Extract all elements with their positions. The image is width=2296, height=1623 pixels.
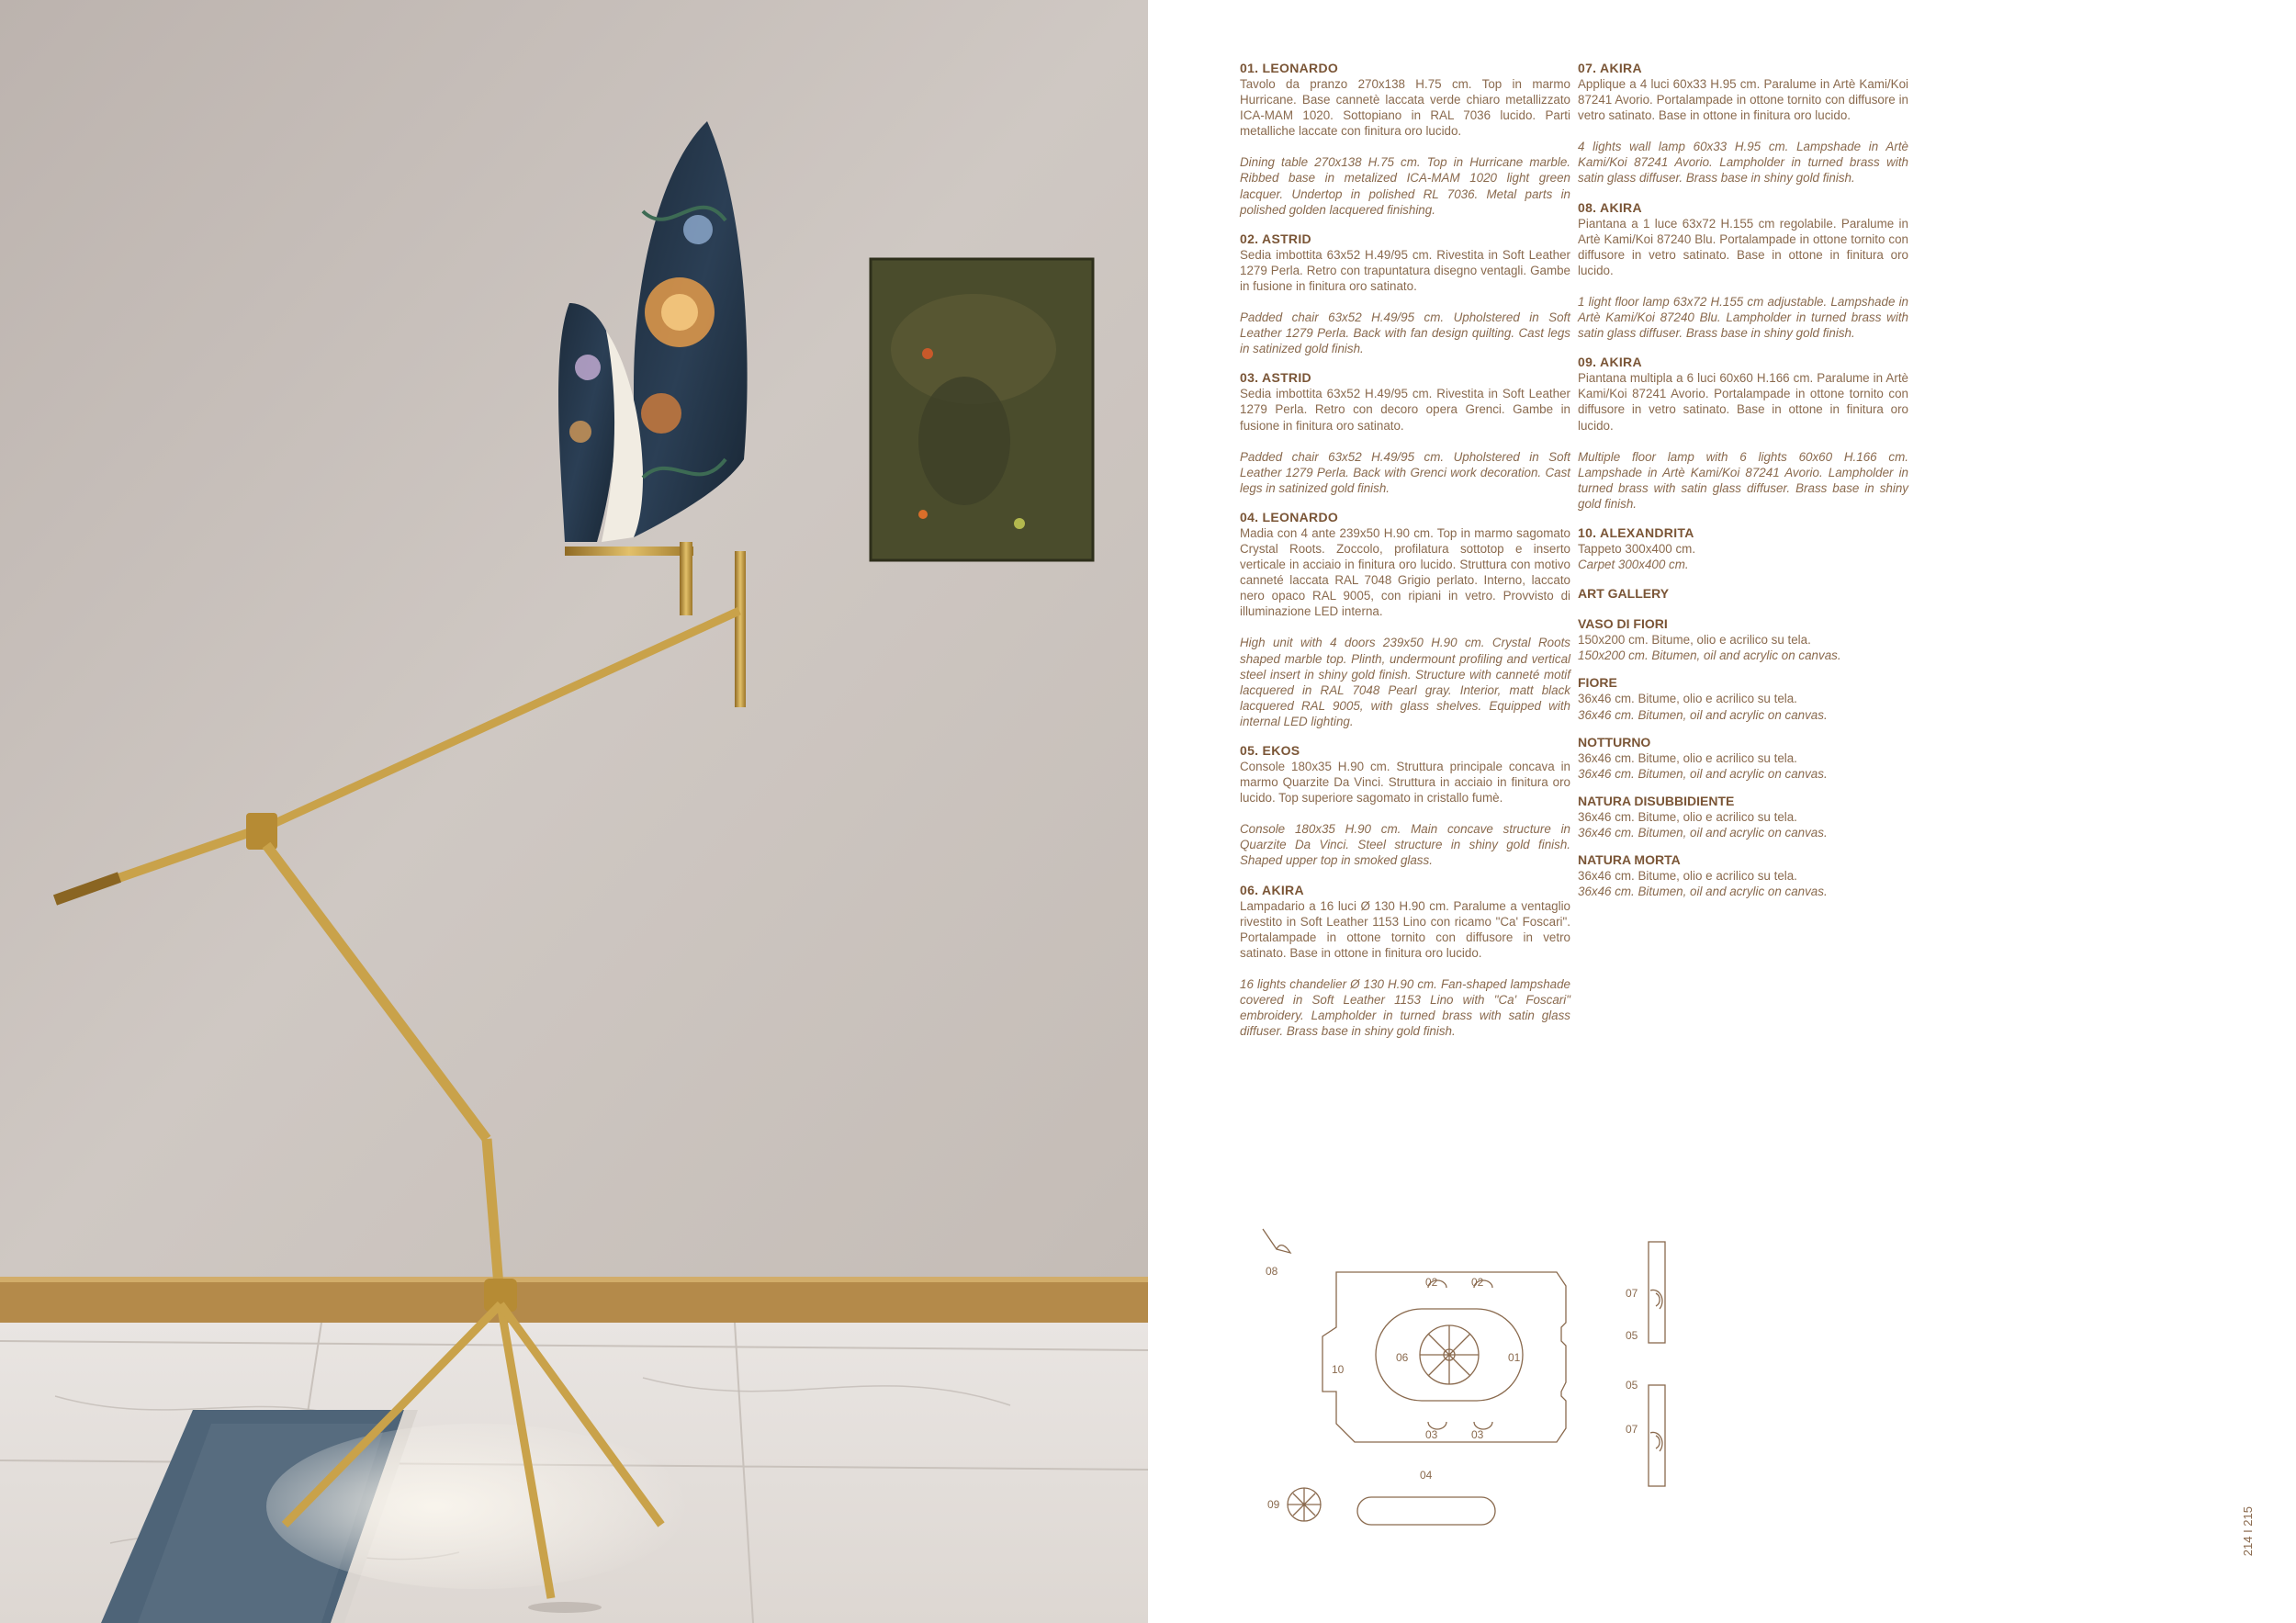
wall-lamp-07-top — [1650, 1290, 1662, 1309]
entry-text-italian: Applique a 4 luci 60x33 H.95 cm. Paralume in Artè Kami/Koi 87241 Avorio. Portalampade in ottone tornito con diffusore in vetro satinato. Base in ottone in finitura oro lucido. — [1578, 77, 1908, 123]
lamp-08-symbol — [1263, 1229, 1290, 1253]
artwork-list — [1578, 616, 1908, 899]
product-list-left — [1240, 61, 1570, 1039]
plan-label-08: 08 — [1266, 1265, 1278, 1278]
plan-label-07: 07 — [1626, 1423, 1638, 1436]
entry-title: 07. AKIRA — [1578, 61, 1642, 75]
artwork-text-italian: 36x46 cm. Bitume, olio e acrilico su tela. — [1578, 809, 1797, 824]
entry-text-english: Dining table 270x138 H.75 cm. Top in Hurricane marble. Ribbed base in metalized ICA-MAM 1020 light green lacquer. Undertop in polished RL 7036. Metal parts in polished golden lacquered finishing. — [1240, 155, 1570, 217]
console-05-top — [1649, 1242, 1665, 1343]
product-entry — [1240, 370, 1570, 496]
entry-text-english: Padded chair 63x52 H.49/95 cm. Upholstered in Soft Leather 1279 Perla. Back with fan design quilting. Cast legs in satinized gold finish. — [1240, 310, 1570, 356]
artwork-entry — [1578, 794, 1908, 840]
artwork-text-english: 36x46 cm. Bitumen, oil and acrylic on canvas. — [1578, 885, 1828, 899]
plan-label-02: 02 — [1471, 1276, 1484, 1289]
plan-label-04: 04 — [1420, 1469, 1433, 1482]
entry-text-english: Carpet 300x400 cm. — [1578, 558, 1689, 572]
left-text-column — [1240, 61, 1570, 1053]
floor-plan — [1249, 1212, 1708, 1543]
artwork-text-italian: 36x46 cm. Bitume, olio e acrilico su tela. — [1578, 869, 1797, 883]
entry-text-italian: Tavolo da pranzo 270x138 H.75 cm. Top in marmo Hurricane. Base cannetè laccata verde chiaro metallizzato ICA-MAM 1020. Sottopiano in RAL 7036 lucido. Parti metalliche laccate con finitura oro lucido. — [1240, 77, 1570, 139]
plan-label-10: 10 — [1332, 1363, 1345, 1376]
entry-title: 08. AKIRA — [1578, 199, 1642, 215]
page-numbers — [2241, 1506, 2268, 1617]
entry-title: 04. LEONARDO — [1240, 509, 1339, 524]
entry-text-english: 1 light floor lamp 63x72 H.155 cm adjustable. Lampshade in Artè Kami/Koi 87240 Blu. Lampholder in turned brass with satin glass diffuser. Brass base in shiny gold finish. — [1578, 294, 1908, 341]
artwork-entry — [1578, 852, 1908, 899]
product-entry — [1240, 510, 1570, 729]
artwork-text-italian: 150x200 cm. Bitume, olio e acrilico su tela. — [1578, 633, 1811, 648]
product-entry — [1240, 883, 1570, 1040]
entry-title: 10. ALEXANDRITA — [1578, 524, 1694, 540]
artwork-title: FIORE — [1578, 675, 1617, 691]
page-number-text: 214 I 215 — [2241, 1506, 2255, 1557]
artwork-text-italian: 36x46 cm. Bitume, olio e acrilico su tela. — [1578, 692, 1797, 706]
entry-text-italian: Console 180x35 H.90 cm. Struttura principale concava in marmo Quarzite Da Vinci. Struttura in acciaio in finitura oro lucido. Top superiore sagomato in cristallo fumè. — [1240, 760, 1570, 806]
artwork-text-english: 36x46 cm. Bitumen, oil and acrylic on canvas. — [1578, 707, 1828, 722]
product-entry — [1240, 61, 1570, 218]
entry-text-italian: Piantana a 1 luce 63x72 H.155 cm regolabile. Paralume in Artè Kami/Koi 87240 Blu. Portalampade in ottone tornito con diffusore in vetro satinato. Base in ottone in finitura oro lucido. — [1578, 216, 1908, 277]
product-entry — [1578, 200, 1908, 342]
entry-title: 09. AKIRA — [1578, 355, 1642, 370]
plan-label-09: 09 — [1267, 1498, 1280, 1511]
entry-text-italian: Lampadario a 16 luci Ø 130 H.90 cm. Paralume a ventaglio rivestito in Soft Leather 1153 Lino con ricamo "Ca' Foscari". Portalampade in ottone tornito con diffusore in vetro satinato. Base in ottone in finitura oro lucido. — [1240, 898, 1570, 960]
product-entry — [1578, 61, 1908, 186]
entry-text-english: 16 lights chandelier Ø 130 H.90 cm. Fan-shaped lampshade covered in Soft Leather 1153 Lino with "Ca' Foscari" embroidery. Lampholder in turned brass with satin glass diffuser. Brass base in shiny gold finish. — [1240, 976, 1570, 1039]
product-entry — [1578, 355, 1908, 512]
entry-text-english: Console 180x35 H.90 cm. Main concave structure in Quarzite Da Vinci. Steel structure in shiny gold finish. Shaped upper top in smoked glass. — [1240, 822, 1570, 868]
plan-label-03: 03 — [1425, 1428, 1438, 1441]
entry-title: 03. ASTRID — [1240, 370, 1311, 386]
artwork-title: VASO DI FIORI — [1578, 616, 1668, 632]
entry-title: 06. AKIRA — [1240, 882, 1304, 897]
artwork-entry — [1578, 675, 1908, 722]
artwork-title: NATURA DISUBBIDIENTE — [1578, 793, 1735, 808]
right-text-column — [1578, 61, 1908, 911]
entry-title: 05. EKOS — [1240, 743, 1300, 758]
artwork-text-english: 150x200 cm. Bitumen, oil and acrylic on canvas. — [1578, 648, 1841, 663]
console-04-outline — [1357, 1497, 1495, 1525]
artwork-entry — [1578, 735, 1908, 782]
plan-label-01: 01 — [1508, 1351, 1521, 1364]
entry-text-italian: Piantana multipla a 6 luci 60x60 H.166 cm. Paralume in Artè Kami/Koi 87241 Avorio. Portalampade in ottone tornito con diffusore in vetro satinato. Base in ottone in finitura oro lucido. — [1578, 371, 1908, 433]
plan-label-02: 02 — [1425, 1276, 1438, 1289]
product-list-right — [1578, 61, 1908, 512]
plan-label-05: 05 — [1626, 1379, 1638, 1392]
plan-label-03: 03 — [1471, 1428, 1484, 1441]
entry-text-italian: Tappeto 300x400 cm. — [1578, 541, 1696, 556]
artwork-text-english: 36x46 cm. Bitumen, oil and acrylic on canvas. — [1578, 825, 1828, 840]
product-entry — [1240, 743, 1570, 869]
entry-text-english: High unit with 4 doors 239x50 H.90 cm. Crystal Roots shaped marble top. Plinth, undermount profiling and vertical steel insert in shiny gold finish. Structure with canneté motif lacquered in RAL 7048 Pearl gray. Interior, matt black lacquered RAL 9005, with glass shelves. Equipped with internal LED lighting. — [1240, 636, 1570, 728]
entry-text-english: Padded chair 63x52 H.49/95 cm. Upholstered in Soft Leather 1279 Perla. Back with Grenci work decoration. Cast legs in satinized gold finish. — [1240, 449, 1570, 495]
carpet-entry — [1578, 525, 1908, 572]
entry-text-english: Multiple floor lamp with 6 lights 60x60 H.166 cm. Lampshade in Artè Kami/Koi 87241 Avorio. Lampholder in turned brass with satin glass diffuser. Brass base in shiny gold finish. — [1578, 449, 1908, 511]
entry-text-italian: Sedia imbottita 63x52 H.49/95 cm. Rivestita in Soft Leather 1279 Perla. Retro con decoro opera Grenci. Gambe in fusione in finitura oro satinato. — [1240, 387, 1570, 433]
artwork-title: NOTTURNO — [1578, 734, 1651, 750]
plan-label-07: 07 — [1626, 1287, 1638, 1300]
artwork-text-english: 36x46 cm. Bitumen, oil and acrylic on canvas. — [1578, 766, 1828, 781]
wall-lamp-07-bottom — [1650, 1432, 1662, 1451]
entry-text-english: 4 lights wall lamp 60x33 H.95 cm. Lampshade in Artè Kami/Koi 87241 Avorio. Lampholder in turned brass with satin glass diffuser. Brass base in shiny gold finish. — [1578, 140, 1908, 186]
plan-label-06: 06 — [1396, 1351, 1409, 1364]
plan-label-05: 05 — [1626, 1329, 1638, 1342]
entry-title: 01. LEONARDO — [1240, 61, 1339, 75]
artwork-text-italian: 36x46 cm. Bitume, olio e acrilico su tela. — [1578, 750, 1797, 765]
entry-title: 02. ASTRID — [1240, 231, 1311, 246]
artwork-entry — [1578, 616, 1908, 663]
artwork-title: NATURA MORTA — [1578, 852, 1681, 867]
product-entry — [1240, 231, 1570, 357]
entry-text-italian: Madia con 4 ante 239x50 H.90 cm. Top in marmo sagomato Crystal Roots. Zoccolo, profilatura sottotop e inserto verticale in acciaio in finitura oro lucido. Struttura con motivo canneté laccata RAL 7048 Grigio perlato. Interno, laccato nero opaco RAL 9005, con ripiani in vetro. Provvisto di illuminazione LED interna. — [1240, 525, 1570, 619]
entry-text-italian: Sedia imbottita 63x52 H.49/95 cm. Rivestita in Soft Leather 1279 Perla. Retro con trapuntatura disegno ventagli. Gambe in fusione in finitura oro satinato. — [1240, 247, 1570, 293]
art-gallery-heading: ART GALLERY — [1578, 586, 1670, 602]
